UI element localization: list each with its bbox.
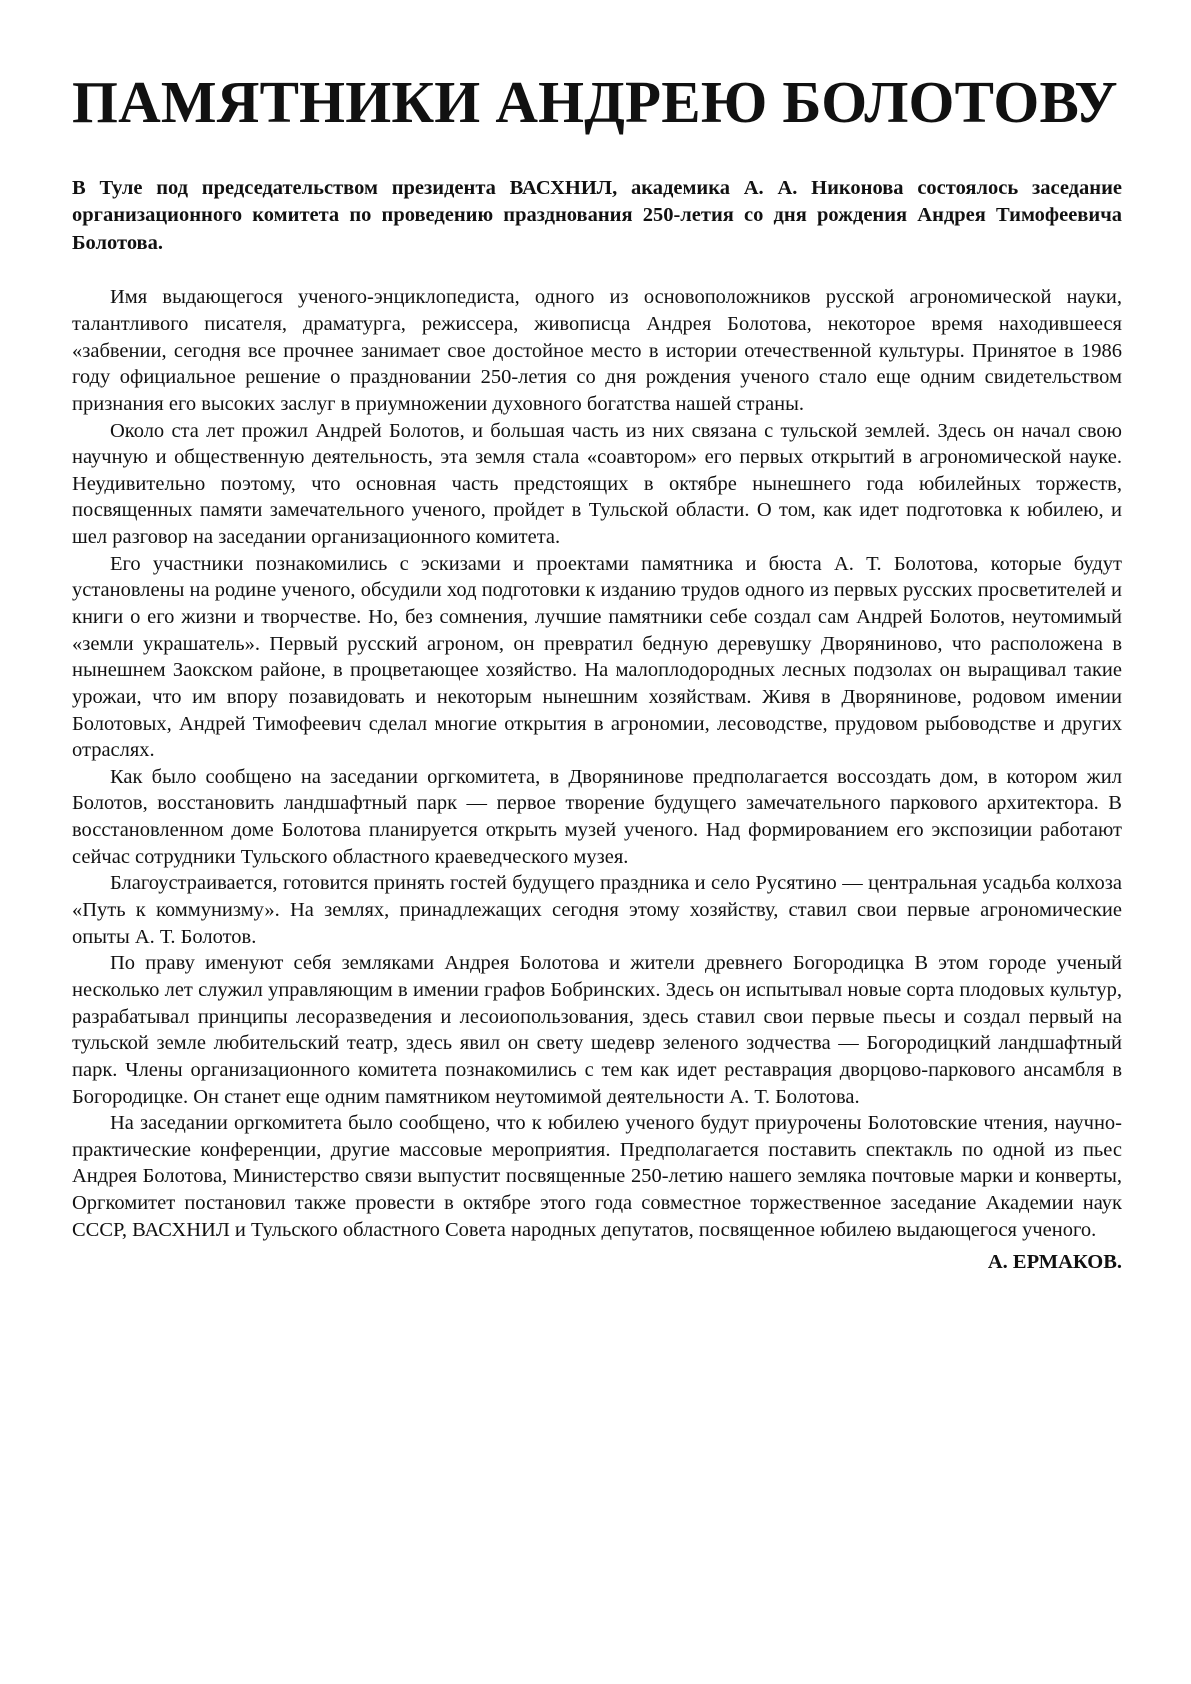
paragraph: Благоустраивается, готовится принять гостей будущего праздника и село Русятино — центральная усадьба колхоза «Путь к коммунизму». На землях, принадлежащих сегодня этому хозяйству, ставил свои первые агрономические опыты А. Т. Болотов. [72,872,1122,948]
author-signature: А. ЕРМАКОВ. [987,1251,1122,1274]
article [72,70,1122,1276]
article-title: ПАМЯТНИКИ АНДРЕЮ БОЛОТОВУ [72,69,1118,135]
article-body [72,284,1122,1243]
paragraph: Около ста лет прожил Андрей Болотов, и большая часть из них связана с тульской землей. Здесь он начал свою научную и общественную деятельность, эта земля стала «соавтором» его первых открытий в агрономической науке. Неудивительно поэтому, что основная часть предстоящих в октябре нынешнего года юбилейных торжеств, посвященных памяти замечательного ученого, пройдет в Тульской области. О том, как идет подготовка к юбилею, и шел разговор на заседании организационного комитета. [72,419,1122,549]
article-lead: В Туле под председательством президента ВАСХНИЛ, академика А. А. Никонова состоялось заседание организационного комитета по проведению празднования 250-летия со дня рождения Андрея Тимофеевича Болотова. [72,176,1122,254]
paragraph: По праву именуют себя земляками Андрея Болотова и жители древнего Богородицка В этом городе ученый несколько лет служил управляющим в имении графов Бобринских. Здесь он испытывал новые сорта плодовых культур, разрабатывал принципы лесоразведения и лесоиопользования, здесь ставил свои первые пьесы и создал первый на тульской земле любительский театр, здесь явил он свету шедевр зеленого зодчества — Богородицкий ландшафтный парк. Члены организационного комитета познакомились с тем как идет реставрация дворцово-паркового ансамбля в Богородицке. Он станет еще одним памятником неутомимой деятельности А. Т. Болотова. [72,952,1122,1108]
paragraph: На заседании оргкомитета было сообщено, что к юбилею ученого будут приурочены Болотовские чтения, научно-практические конференции, другие массовые мероприятия. Предполагается поставить спектакль по одной из пьес Андрея Болотова, Министерство связи выпустит посвященные 250-летию нашего земляка почтовые марки и конверты, Оргкомитет постановил также провести в октябре этого года совместное торжественное заседание Академии наук СССР, ВАСХНИЛ и Тульского областного Совета народных депутатов, посвященное юбилею выдающегося ученого. [72,1112,1122,1241]
paragraph: Как было сообщено на заседании оргкомитета, в Дворянинове предполагается воссоздать дом, в котором жил Болотов, восстановить ландшафтный парк — первое творение будущего замечательного паркового архитектора. В восстановленном доме Болотова планируется открыть музей ученого. Над формированием его экспозиции работают сейчас сотрудники Тульского областного краеведческого музея. [72,765,1122,868]
paragraph: Его участники познакомились с эскизами и проектами памятника и бюста А. Т. Болотова, которые будут установлены на родине ученого, обсудили ход подготовки к изданию трудов одного из первых русских просветителей и книги о его жизни и творчестве. Но, без сомнения, лучшие памятники себе создал сам Андрей Болотов, неутомимый «земли украшатель». Первый русский агроном, он превратил бедную деревушку Дворяниново, что расположена в нынешнем Заокском районе, в процветающее хозяйство. На малоплодородных лесных подзолах он выращивал такие урожаи, что им впору позавидовать и некоторым нынешним хозяйствам. Живя в Дворянинове, родовом имении Болотовых, Андрей Тимофеевич сделал многие открытия в агрономии, лесоводстве, прудовом рыбоводстве и других отраслях. [72,552,1122,762]
paragraph: Имя выдающегося ученого-энциклопедиста, одного из основоположников русской агрономической науки, талантливого писателя, драматурга, режиссера, живописца Андрея Болотова, некоторое время находившееся «забвении, сегодня все прочнее занимает свое достойное место в истории отечественной культуры. Принятое в 1986 году официальное решение о праздновании 250-летия со дня рождения ученого стало еще одним свидетельством признания его высоких заслуг в приумножении духовного богатства нашей страны. [72,286,1122,415]
